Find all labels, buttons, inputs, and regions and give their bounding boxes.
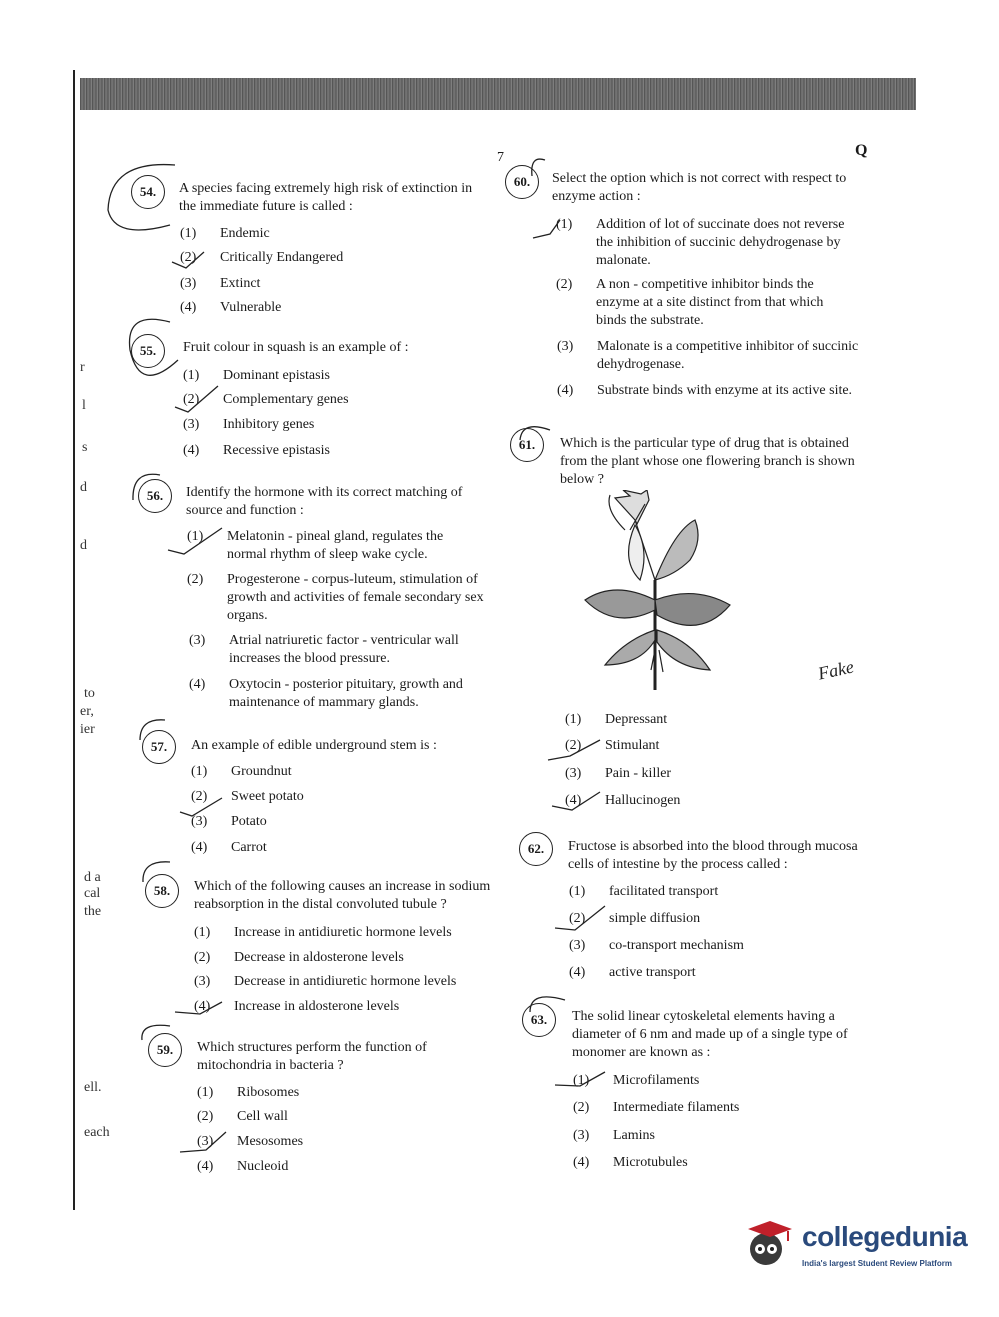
question-text: A species facing extremely high risk of extinction in the immediate future is called : bbox=[179, 181, 473, 214]
question-text: Which of the following causes an increase in sodium reabsorption in the distal convoluted tubule ? bbox=[194, 879, 491, 912]
question-number: 60. bbox=[505, 165, 539, 199]
question-text: Fructose is absorbed into the blood through mucosa cells of intestine by the process called : bbox=[568, 839, 858, 872]
question-number: 61. bbox=[510, 428, 544, 462]
question-number: 63. bbox=[522, 1003, 556, 1037]
brand-tagline: India's largest Student Review Platform bbox=[802, 1259, 952, 1268]
question-text: Fruit colour in squash is an example of : bbox=[183, 340, 409, 355]
question-number: 57. bbox=[142, 730, 176, 764]
question-text: Which structures perform the function of mitochondria in bacteria ? bbox=[197, 1040, 427, 1073]
margin-fragment: the bbox=[84, 904, 102, 919]
margin-fragment: to bbox=[84, 686, 95, 701]
question-number: 58. bbox=[145, 874, 179, 908]
margin-fragment: each bbox=[84, 1125, 110, 1140]
brand-name: collegedunia bbox=[802, 1221, 968, 1252]
question-text: Which is the particular type of drug that is obtained from the plant whose one flowering branch is shown below ? bbox=[560, 436, 855, 487]
margin-fragment: ell. bbox=[84, 1080, 102, 1095]
question-number: 62. bbox=[519, 832, 553, 866]
question-text: An example of edible underground stem is : bbox=[191, 738, 437, 753]
graduate-cap-icon bbox=[744, 1217, 796, 1269]
handwritten-note: Fake bbox=[816, 656, 856, 684]
paper-code: Q bbox=[855, 142, 868, 159]
question-text: Select the option which is not correct with respect to enzyme action : bbox=[552, 171, 847, 204]
question-text: Identify the hormone with its correct matching of source and function : bbox=[186, 485, 463, 518]
question-number: 54. bbox=[131, 175, 165, 209]
collegedunia-watermark bbox=[740, 1215, 970, 1275]
margin-fragment: cal bbox=[84, 886, 101, 901]
question-number: 56. bbox=[138, 479, 172, 513]
question-text: The solid linear cytoskeletal elements having a diameter of 6 nm and made up of a single type of monomer are known as : bbox=[572, 1009, 848, 1060]
margin-fragment: d a bbox=[84, 870, 101, 885]
margin-fragment: r bbox=[80, 360, 85, 375]
question-number: 55. bbox=[131, 334, 165, 368]
margin-fragment: er, bbox=[80, 704, 94, 719]
page-number: 7 bbox=[497, 150, 504, 165]
margin-fragment: ier bbox=[80, 722, 95, 737]
margin-fragment: s bbox=[82, 440, 88, 455]
margin-fragment: d bbox=[80, 538, 87, 553]
question-number: 59. bbox=[148, 1033, 182, 1067]
margin-fragment: l bbox=[82, 398, 86, 413]
margin-fragment: d bbox=[80, 480, 87, 495]
